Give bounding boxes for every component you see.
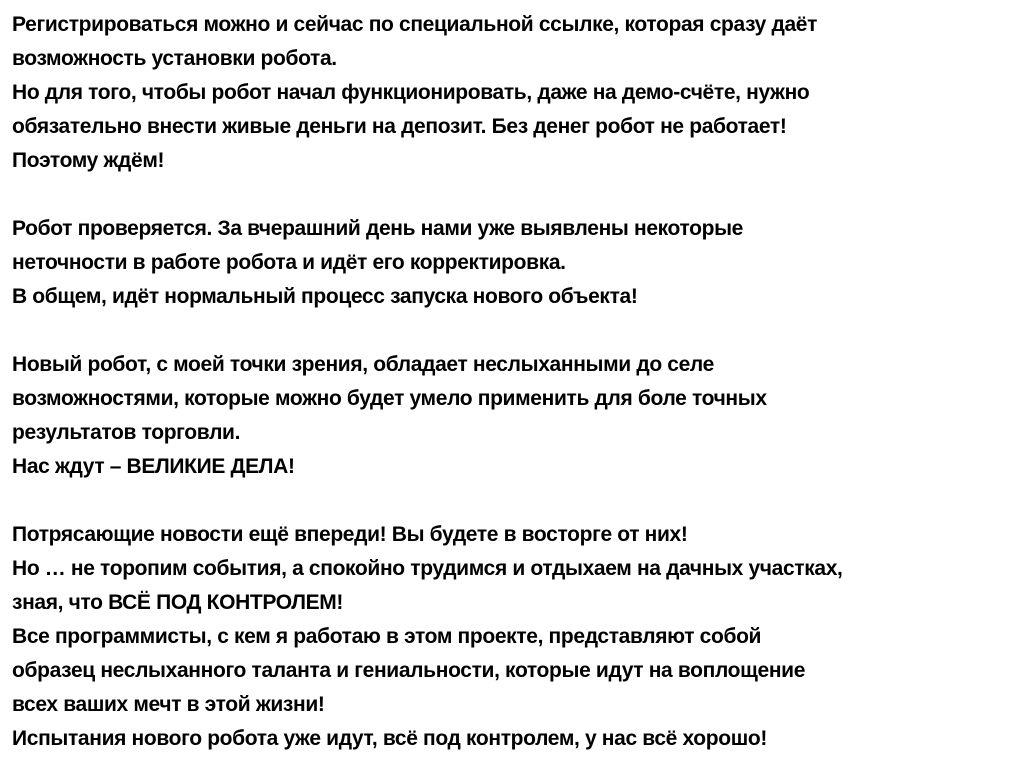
text-line: Робот проверяется. За вчерашний день нами уже выявлены некоторые	[12, 217, 744, 240]
text-line: возможность установки робота.	[12, 47, 337, 70]
paragraph-gap	[12, 484, 1017, 518]
text-line: зная, что ВСЁ ПОД КОНТРОЛЕМ!	[12, 591, 344, 614]
text-line: неточности в работе робота и идёт его корректировка.	[12, 251, 566, 274]
text-line: В общем, идёт нормальный процесс запуска нового объекта!	[12, 285, 638, 308]
text-line: обязательно внести живые деньги на депозит. Без денег робот не работает!	[12, 115, 787, 138]
text-line: Новый робот, с моей точки зрения, обладает неслыханными до селе	[12, 353, 714, 376]
text-line: Регистрироваться можно и сейчас по специальной ссылке, которая сразу даёт	[12, 13, 818, 36]
text-line: Все программисты, с кем я работаю в этом проекте, представляют собой	[12, 625, 762, 648]
text-line: Испытания нового робота уже идут, всё под контролем, у нас всё хорошо!	[12, 727, 767, 750]
paragraph-gap	[12, 314, 1017, 348]
text-line: Но для того, чтобы робот начал функционировать, даже на демо-счёте, нужно	[12, 81, 810, 104]
paragraph-gap	[12, 178, 1017, 212]
text-line: Потрясающие новости ещё впереди! Вы будете в восторге от них!	[12, 523, 688, 546]
text-line: возможностями, которые можно будет умело применить для боле точных	[12, 387, 767, 410]
text-line: Нас ждут – ВЕЛИКИЕ ДЕЛА!	[12, 455, 295, 478]
text-line: образец неслыханного таланта и гениальности, которые идут на воплощение	[12, 659, 806, 682]
document-text	[12, 8, 1017, 756]
text-line: всех ваших мечт в этой жизни!	[12, 693, 325, 716]
text-line: результатов торговли.	[12, 421, 241, 444]
text-line: Поэтому ждём!	[12, 149, 165, 172]
text-line: Но … не торопим события, а спокойно трудимся и отдыхаем на дачных участках,	[12, 557, 843, 580]
